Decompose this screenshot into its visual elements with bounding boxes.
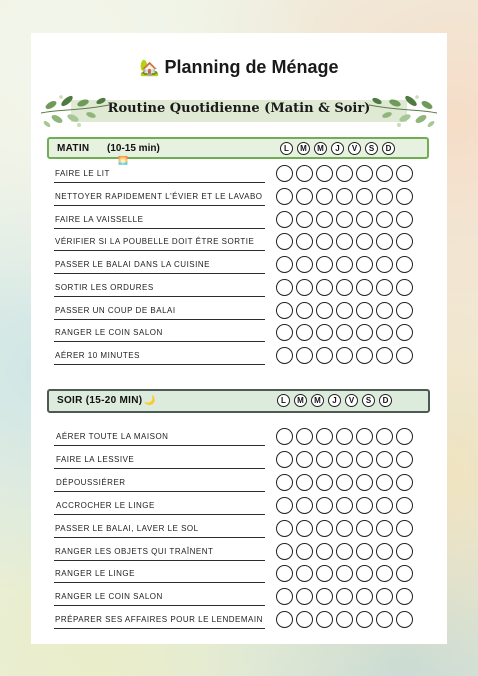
day-checkbox[interactable] xyxy=(316,188,333,205)
task-underline xyxy=(54,560,265,561)
day-checkbox[interactable] xyxy=(296,543,313,560)
day-checkbox[interactable] xyxy=(336,165,353,182)
task-label: AÉRER 10 MINUTES xyxy=(55,351,140,360)
section-duration-matin: (10-15 min) xyxy=(107,143,160,154)
day-checkbox[interactable] xyxy=(396,588,413,605)
day-checkbox[interactable] xyxy=(276,611,293,628)
day-checkbox[interactable] xyxy=(376,520,393,537)
day-checkbox[interactable] xyxy=(276,233,293,250)
day-checkbox[interactable] xyxy=(396,611,413,628)
day-checkbox[interactable] xyxy=(276,497,293,514)
day-checkboxes xyxy=(276,565,413,582)
day-checkbox[interactable] xyxy=(316,588,333,605)
day-checkboxes xyxy=(276,588,413,605)
day-checkbox[interactable] xyxy=(356,520,373,537)
day-checkbox[interactable] xyxy=(296,347,313,364)
day-checkbox[interactable] xyxy=(276,165,293,182)
task-row xyxy=(54,610,430,629)
task-label: PASSER UN COUP DE BALAI xyxy=(55,305,176,315)
day-checkbox[interactable] xyxy=(276,474,293,491)
task-label: FAIRE LE LIT xyxy=(55,169,110,178)
day-checkbox[interactable] xyxy=(376,324,393,341)
task-row xyxy=(54,496,430,515)
day-checkboxes xyxy=(276,347,413,364)
task-label: PASSER LE BALAI DANS LA CUISINE xyxy=(55,260,210,269)
day-checkbox[interactable] xyxy=(296,428,313,445)
day-header: J xyxy=(328,394,341,407)
day-checkbox[interactable] xyxy=(336,256,353,273)
day-checkbox[interactable] xyxy=(276,324,293,341)
day-checkbox[interactable] xyxy=(356,165,373,182)
day-checkbox[interactable] xyxy=(356,543,373,560)
subtitle: Routine Quotidienne (Matin & Soir) xyxy=(107,101,371,116)
day-checkbox[interactable] xyxy=(276,451,293,468)
day-checkbox[interactable] xyxy=(376,165,393,182)
day-checkbox[interactable] xyxy=(316,256,333,273)
task-row xyxy=(54,232,430,251)
day-checkbox[interactable] xyxy=(356,451,373,468)
day-checkbox[interactable] xyxy=(396,302,413,319)
day-checkbox[interactable] xyxy=(356,428,373,445)
day-checkbox[interactable] xyxy=(316,451,333,468)
day-checkbox[interactable] xyxy=(356,588,373,605)
task-underline xyxy=(54,341,265,342)
task-underline xyxy=(54,445,265,446)
day-checkbox[interactable] xyxy=(276,520,293,537)
day-checkbox[interactable] xyxy=(376,256,393,273)
task-underline xyxy=(54,364,265,365)
day-checkbox[interactable] xyxy=(376,565,393,582)
day-header: D xyxy=(382,142,395,155)
day-checkbox[interactable] xyxy=(376,611,393,628)
task-label: AÉRER TOUTE LA MAISON xyxy=(56,432,169,441)
day-checkbox[interactable] xyxy=(316,543,333,560)
day-checkbox[interactable] xyxy=(316,428,333,445)
task-label: RANGER LE LINGE xyxy=(55,569,135,579)
task-label: PASSER LE BALAI, LAVER LE SOL xyxy=(55,523,199,533)
day-checkbox[interactable] xyxy=(276,543,293,560)
day-checkbox[interactable] xyxy=(296,233,313,250)
section-label-matin: MATIN xyxy=(57,143,90,154)
day-checkbox[interactable] xyxy=(296,497,313,514)
day-checkbox[interactable] xyxy=(296,474,313,491)
sunrise-icon: 🌅 xyxy=(118,156,128,165)
day-checkbox[interactable] xyxy=(296,324,313,341)
task-underline xyxy=(54,468,265,469)
task-row xyxy=(54,519,430,538)
day-header: L xyxy=(280,142,293,155)
day-checkbox[interactable] xyxy=(396,520,413,537)
task-row xyxy=(54,210,430,229)
task-row xyxy=(54,587,430,606)
task-row xyxy=(54,427,430,446)
day-checkbox[interactable] xyxy=(296,256,313,273)
day-checkbox[interactable] xyxy=(356,302,373,319)
task-label: RANGER LES OBJETS QUI TRAÎNENT xyxy=(55,546,214,556)
task-row xyxy=(54,450,430,469)
section-label-soir-text: SOIR (15-20 MIN) xyxy=(57,395,143,406)
day-checkbox[interactable] xyxy=(376,188,393,205)
task-row xyxy=(54,346,430,365)
task-row xyxy=(54,473,430,492)
task-row xyxy=(54,255,430,274)
day-checkboxes xyxy=(276,474,413,491)
house-icon: 🏡 xyxy=(139,60,160,77)
day-checkbox[interactable] xyxy=(296,188,313,205)
day-checkbox[interactable] xyxy=(376,474,393,491)
day-checkbox[interactable] xyxy=(376,451,393,468)
day-checkbox[interactable] xyxy=(396,279,413,296)
day-header: S xyxy=(365,142,378,155)
day-checkbox[interactable] xyxy=(356,279,373,296)
task-row xyxy=(54,187,430,206)
day-checkbox[interactable] xyxy=(276,302,293,319)
day-checkboxes xyxy=(276,279,413,296)
day-checkbox[interactable] xyxy=(336,347,353,364)
day-header: D xyxy=(379,394,392,407)
day-checkbox[interactable] xyxy=(296,565,313,582)
day-header: J xyxy=(331,142,344,155)
task-underline xyxy=(54,319,265,320)
task-underline xyxy=(54,205,265,206)
day-checkbox[interactable] xyxy=(396,497,413,514)
task-row xyxy=(54,301,430,320)
day-checkbox[interactable] xyxy=(296,451,313,468)
day-headers-soir xyxy=(277,394,392,407)
day-checkbox[interactable] xyxy=(376,543,393,560)
task-row xyxy=(54,278,430,297)
moon-icon: 🌙 xyxy=(144,395,156,405)
day-checkboxes xyxy=(276,451,413,468)
day-checkbox[interactable] xyxy=(296,302,313,319)
day-checkbox[interactable] xyxy=(396,347,413,364)
day-checkbox[interactable] xyxy=(316,565,333,582)
planning-sheet xyxy=(31,33,447,644)
day-checkboxes xyxy=(276,165,413,182)
task-row xyxy=(54,542,430,561)
day-checkbox[interactable] xyxy=(336,279,353,296)
day-checkbox[interactable] xyxy=(276,188,293,205)
day-checkbox[interactable] xyxy=(356,565,373,582)
day-checkbox[interactable] xyxy=(316,302,333,319)
task-underline xyxy=(54,296,265,297)
day-checkbox[interactable] xyxy=(376,302,393,319)
day-checkbox[interactable] xyxy=(276,588,293,605)
day-header: M xyxy=(297,142,310,155)
task-label: PRÉPARER SES AFFAIRES POUR LE LENDEMAIN xyxy=(55,615,263,625)
day-checkbox[interactable] xyxy=(316,520,333,537)
task-underline xyxy=(54,605,265,606)
day-headers-matin xyxy=(280,142,395,155)
day-checkbox[interactable] xyxy=(336,324,353,341)
day-checkbox[interactable] xyxy=(356,611,373,628)
day-checkbox[interactable] xyxy=(316,497,333,514)
task-label: NETTOYER RAPIDEMENT L'ÉVIER ET LE LAVABO xyxy=(55,191,263,201)
section-label-soir xyxy=(57,395,156,406)
day-checkboxes xyxy=(276,543,413,560)
day-header: V xyxy=(348,142,361,155)
day-checkbox[interactable] xyxy=(336,588,353,605)
day-checkbox[interactable] xyxy=(316,165,333,182)
day-checkbox[interactable] xyxy=(316,474,333,491)
day-checkbox[interactable] xyxy=(376,588,393,605)
task-label: FAIRE LA LESSIVE xyxy=(56,454,135,464)
task-underline xyxy=(54,628,265,629)
day-checkboxes xyxy=(276,611,413,628)
day-checkbox[interactable] xyxy=(336,211,353,228)
day-checkbox[interactable] xyxy=(316,324,333,341)
day-checkbox[interactable] xyxy=(336,188,353,205)
task-underline xyxy=(54,582,265,583)
day-checkbox[interactable] xyxy=(316,211,333,228)
day-checkboxes xyxy=(276,233,413,250)
title-text: Planning de Ménage xyxy=(164,57,339,77)
task-row xyxy=(54,323,430,342)
task-label: SORTIR LES ORDURES xyxy=(55,282,154,292)
day-checkbox[interactable] xyxy=(396,256,413,273)
task-underline xyxy=(54,514,265,515)
day-checkbox[interactable] xyxy=(396,188,413,205)
day-checkbox[interactable] xyxy=(376,211,393,228)
day-checkbox[interactable] xyxy=(296,165,313,182)
section-header-soir xyxy=(47,389,430,413)
day-checkbox[interactable] xyxy=(336,233,353,250)
day-checkboxes xyxy=(276,520,413,537)
day-checkboxes xyxy=(276,497,413,514)
day-checkboxes xyxy=(276,302,413,319)
day-checkbox[interactable] xyxy=(276,279,293,296)
day-checkboxes xyxy=(276,211,413,228)
task-label: VÉRIFIER SI LA POUBELLE DOIT ÊTRE SORTIE xyxy=(55,237,255,247)
day-checkbox[interactable] xyxy=(316,611,333,628)
day-header: V xyxy=(345,394,358,407)
day-checkbox[interactable] xyxy=(356,211,373,228)
page-title xyxy=(31,57,447,78)
day-checkbox[interactable] xyxy=(336,302,353,319)
day-checkbox[interactable] xyxy=(316,347,333,364)
task-label: ACCROCHER LE LINGE xyxy=(56,500,155,510)
day-checkbox[interactable] xyxy=(356,256,373,273)
day-checkbox[interactable] xyxy=(316,279,333,296)
day-checkbox[interactable] xyxy=(276,428,293,445)
day-checkbox[interactable] xyxy=(276,211,293,228)
day-checkbox[interactable] xyxy=(356,347,373,364)
day-checkbox[interactable] xyxy=(296,279,313,296)
task-label: RANGER LE COIN SALON xyxy=(55,328,163,338)
day-checkbox[interactable] xyxy=(396,233,413,250)
day-checkbox[interactable] xyxy=(336,451,353,468)
day-checkbox[interactable] xyxy=(396,165,413,182)
day-checkbox[interactable] xyxy=(276,256,293,273)
day-checkbox[interactable] xyxy=(376,497,393,514)
day-checkbox[interactable] xyxy=(336,497,353,514)
task-row xyxy=(54,564,430,583)
day-header: M xyxy=(311,394,324,407)
subtitle-banner xyxy=(39,91,439,131)
day-checkbox[interactable] xyxy=(336,474,353,491)
day-checkbox[interactable] xyxy=(396,543,413,560)
day-checkbox[interactable] xyxy=(356,233,373,250)
day-checkbox[interactable] xyxy=(356,497,373,514)
day-checkbox[interactable] xyxy=(376,279,393,296)
day-checkboxes xyxy=(276,256,413,273)
task-label: RANGER LE COIN SALON xyxy=(55,592,163,602)
day-checkbox[interactable] xyxy=(396,451,413,468)
day-checkbox[interactable] xyxy=(276,347,293,364)
day-checkbox[interactable] xyxy=(336,428,353,445)
day-checkbox[interactable] xyxy=(376,347,393,364)
day-checkbox[interactable] xyxy=(356,324,373,341)
day-checkbox[interactable] xyxy=(356,188,373,205)
task-underline xyxy=(54,182,265,183)
day-checkbox[interactable] xyxy=(336,611,353,628)
task-underline xyxy=(54,228,265,229)
day-checkbox[interactable] xyxy=(396,211,413,228)
day-checkbox[interactable] xyxy=(296,588,313,605)
task-underline xyxy=(54,491,265,492)
task-label: DÉPOUSSIÉRER xyxy=(56,477,126,487)
day-checkbox[interactable] xyxy=(396,474,413,491)
day-header: M xyxy=(294,394,307,407)
day-checkboxes xyxy=(276,428,413,445)
day-checkbox[interactable] xyxy=(296,611,313,628)
day-checkbox[interactable] xyxy=(396,324,413,341)
task-underline xyxy=(54,250,265,251)
day-checkbox[interactable] xyxy=(356,474,373,491)
day-checkbox[interactable] xyxy=(376,233,393,250)
task-underline xyxy=(54,273,265,274)
day-checkbox[interactable] xyxy=(336,565,353,582)
day-checkbox[interactable] xyxy=(376,428,393,445)
task-row xyxy=(54,164,430,183)
task-underline xyxy=(54,537,265,538)
day-checkbox[interactable] xyxy=(296,520,313,537)
section-header-matin xyxy=(47,137,429,165)
day-checkbox[interactable] xyxy=(336,543,353,560)
day-checkbox[interactable] xyxy=(396,565,413,582)
day-checkbox[interactable] xyxy=(276,565,293,582)
day-checkbox[interactable] xyxy=(396,428,413,445)
day-checkbox[interactable] xyxy=(296,211,313,228)
day-checkboxes xyxy=(276,188,413,205)
day-checkboxes xyxy=(276,324,413,341)
day-header: M xyxy=(314,142,327,155)
day-header: S xyxy=(362,394,375,407)
day-header: L xyxy=(277,394,290,407)
day-checkbox[interactable] xyxy=(316,233,333,250)
task-label: FAIRE LA VAISSELLE xyxy=(55,214,144,224)
day-checkbox[interactable] xyxy=(336,520,353,537)
